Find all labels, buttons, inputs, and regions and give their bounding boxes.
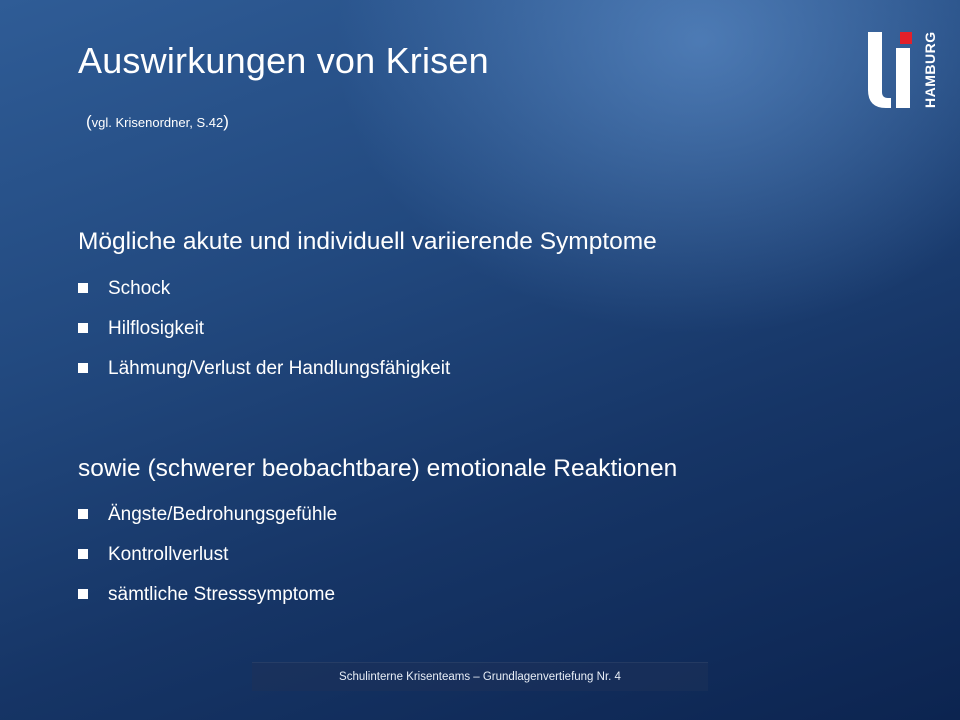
list-item (78, 504, 337, 544)
list-item-label: Hilflosigkeit (108, 318, 205, 339)
square-bullet-icon (78, 509, 88, 519)
list-item-label: Lähmung/Verlust der Handlungsfähigkeit (108, 358, 451, 379)
list-item-label: Kontrollverlust (108, 544, 229, 565)
logo-text-hamburg: HAMBURG (922, 31, 938, 109)
section-heading-symptoms: Mögliche akute und individuell variierende Symptome (78, 228, 657, 255)
square-bullet-icon (78, 323, 88, 333)
symptom-list (78, 278, 450, 398)
list-item-label: Schock (108, 278, 171, 299)
square-bullet-icon (78, 549, 88, 559)
subtitle-open-paren: ( (86, 112, 92, 131)
subtitle-text: vgl. Krisenordner, S.42 (91, 115, 224, 130)
list-item-label: sämtliche Stresssymptome (108, 584, 336, 605)
list-item-label: Ängste/Bedrohungsgefühle (108, 504, 338, 525)
subtitle-close-paren: ) (223, 112, 229, 131)
square-bullet-icon (78, 283, 88, 293)
slide-subtitle (86, 112, 229, 132)
list-item (78, 584, 337, 624)
section-heading-emotional-reactions: sowie (schwerer beobachtbare) emotionale Reaktionen (78, 455, 678, 482)
li-logo-mark-icon (864, 26, 920, 110)
reaction-list (78, 504, 337, 624)
list-item (78, 318, 450, 358)
slide-title: Auswirkungen von Krisen (78, 40, 489, 81)
list-item (78, 278, 450, 318)
list-item (78, 544, 337, 584)
list-item (78, 358, 450, 398)
square-bullet-icon (78, 363, 88, 373)
square-bullet-icon (78, 589, 88, 599)
slide-footer: Schulinterne Krisenteams – Grundlagenvertiefung Nr. 4 (252, 662, 708, 691)
